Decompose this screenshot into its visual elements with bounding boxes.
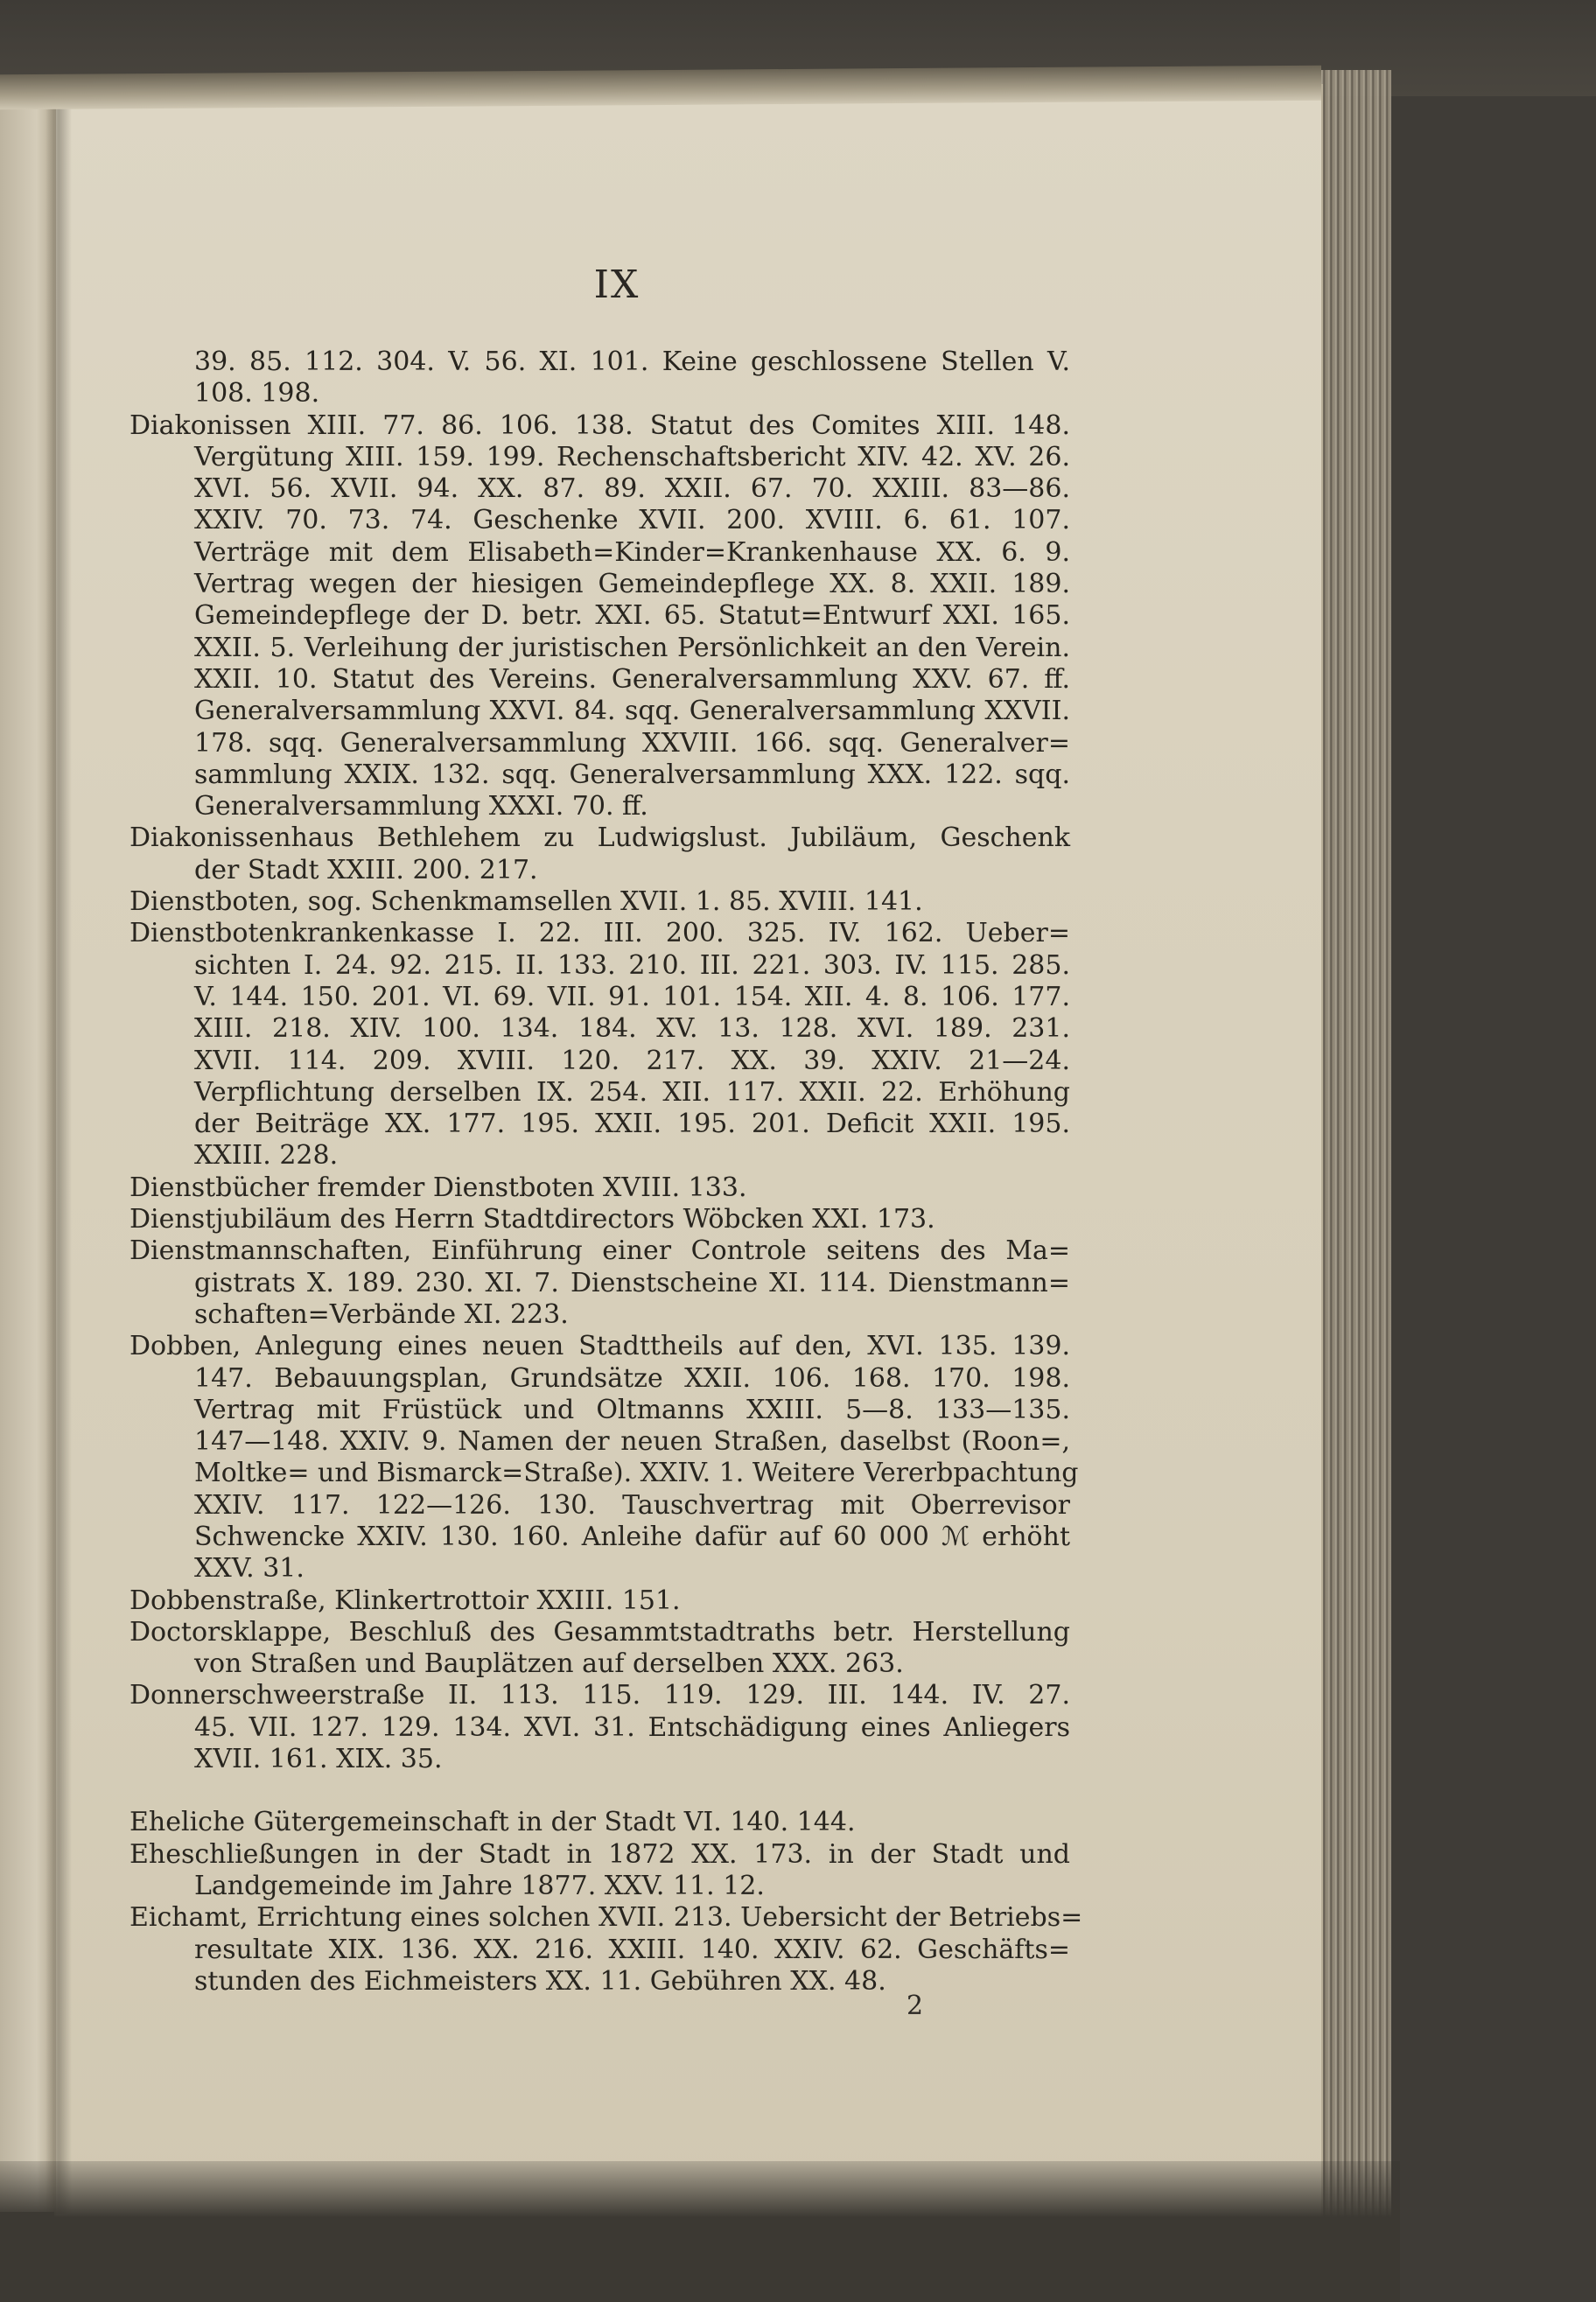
index-line: Vergütung XIII. 159. 199. Rechenschaftsbericht XIV. 42. XV. 26. — [194, 441, 1070, 472]
page-stack-edge — [1312, 70, 1391, 2222]
index-line: 147—148. XXIV. 9. Namen der neuen Straßen, daselbst (Roon=, — [194, 1426, 1070, 1458]
section-gap — [130, 1775, 1070, 1807]
index-line: Dienstbücher fremder Dienstboten XVIII. 133. — [130, 1172, 747, 1203]
index-line: 45. VII. 127. 129. 134. XVI. 31. Entschädigung eines Anliegers — [194, 1711, 1070, 1743]
index-line: XVII. 161. XIX. 35. — [194, 1744, 443, 1775]
index-line: Vertrag mit Früstück und Oltmanns XXIII. 5—8. 133—135. — [194, 1394, 1070, 1425]
index-line: 39. 85. 112. 304. V. 56. XI. 101. Keine geschlossene Stellen V. — [194, 346, 1070, 377]
index-line: Schwencke XXIV. 130. 160. Anleihe dafür auf 60 000 ℳ erhöht — [194, 1521, 1070, 1552]
index-line: XXIII. 228. — [194, 1140, 339, 1172]
index-line: schaften=Verbände XI. 223. — [194, 1298, 569, 1330]
bottom-shadow — [0, 2161, 1400, 2302]
page-header-number: IX — [593, 262, 640, 307]
index-line: Eheschließungen in der Stadt in 1872 XX. 173. in der Stadt und — [130, 1838, 1070, 1870]
index-line: Verträge mit dem Elisabeth=Kinder=Krankenhause XX. 6. 9. — [194, 536, 1070, 568]
index-line: der Stadt XXIII. 200. 217. — [194, 854, 538, 885]
index-line: XVII. 114. 209. XVIII. 120. 217. XX. 39. XXIV. 21—24. — [194, 1045, 1070, 1076]
index-line: XXIV. 117. 122—126. 130. Tauschvertrag mit Oberrevisor — [194, 1489, 1070, 1521]
index-text-block — [130, 346, 1083, 1998]
signature-mark: 2 — [906, 1991, 924, 2021]
index-line: XIII. 218. XIV. 100. 134. 184. XV. 13. 128. XVI. 189. 231. — [194, 1013, 1070, 1045]
index-line: XXII. 5. Verleihung der juristischen Persönlichkeit an den Verein. — [194, 632, 1070, 663]
index-line: Vertrag wegen der hiesigen Gemeindepflege XX. 8. XXII. 189. — [194, 569, 1070, 600]
index-line: XXII. 10. Statut des Vereins. Generalversammlung XXV. 67. ff. — [194, 663, 1070, 695]
index-line: Dienstmannschaften, Einführung einer Controle seitens des Ma= — [130, 1235, 1070, 1267]
index-line: Dobbenstraße, Klinkertrottoir XXIII. 151. — [130, 1585, 681, 1616]
index-line: Landgemeinde im Jahre 1877. XXV. 11. 12. — [194, 1870, 765, 1901]
index-line: Eichamt, Errichtung eines solchen XVII. 213. Uebersicht der Betriebs= — [130, 1902, 1083, 1934]
index-line: Moltke= und Bismarck=Straße). XXIV. 1. Weitere Vererbpachtung — [194, 1458, 1079, 1489]
index-line: stunden des Eichmeisters XX. 11. Gebühren XX. 48. — [194, 1965, 886, 1997]
spine-shadow — [46, 96, 72, 2214]
index-line: sammlung XXIX. 132. sqq. Generalversammlung XXX. 122. sqq. — [194, 759, 1070, 790]
index-line: Dienstbotenkrankenkasse I. 22. III. 200. 325. IV. 162. Ueber= — [130, 918, 1070, 949]
index-line: gistrats X. 189. 230. XI. 7. Dienstscheine XI. 114. Dienstmann= — [194, 1267, 1070, 1298]
index-line: V. 144. 150. 201. VI. 69. VII. 91. 101. 154. XII. 4. 8. 106. 177. — [194, 981, 1070, 1012]
index-line: Doctorsklappe, Beschluß des Gesammtstadtraths betr. Herstellung — [130, 1616, 1070, 1648]
index-line: Gemeindepflege der D. betr. XXI. 65. Statut=Entwurf XXI. 165. — [194, 600, 1070, 632]
index-line: XXV. 31. — [194, 1553, 304, 1585]
index-line: der Beiträge XX. 177. 195. XXII. 195. 201. Deficit XXII. 195. — [194, 1109, 1070, 1140]
index-line: Dobben, Anlegung eines neuen Stadttheils auf den, XVI. 135. 139. — [130, 1331, 1070, 1362]
index-line: sichten I. 24. 92. 215. II. 133. 210. III. 221. 303. IV. 115. 285. — [194, 949, 1070, 981]
index-line: Diakonissen XIII. 77. 86. 106. 138. Statut des Comites XIII. 148. — [130, 409, 1070, 441]
index-line: Generalversammlung XXXI. 70. ff. — [194, 791, 648, 822]
index-line: XVI. 56. XVII. 94. XX. 87. 89. XXII. 67. 70. XXIII. 83—86. — [194, 473, 1070, 505]
index-line: 147. Bebauungsplan, Grundsätze XXII. 106. 168. 170. 198. — [194, 1362, 1070, 1394]
index-line: Verpflichtung derselben IX. 254. XII. 117. XXII. 22. Erhöhung — [194, 1076, 1070, 1108]
index-line: Eheliche Gütergemeinschaft in der Stadt VI. 140. 144. — [130, 1807, 856, 1838]
index-line: von Straßen und Bauplätzen auf derselben XXX. 263. — [194, 1648, 904, 1680]
index-line: Donnerschweerstraße II. 113. 115. 119. 129. III. 144. IV. 27. — [130, 1680, 1070, 1711]
index-line: Dienstjubiläum des Herrn Stadtdirectors Wöbcken XXI. 173. — [130, 1204, 935, 1235]
index-line: Diakonissenhaus Bethlehem zu Ludwigslust. Jubiläum, Geschenk — [130, 822, 1070, 854]
index-line: Dienstboten, sog. Schenkmamsellen XVII. 1. 85. XVIII. 141. — [130, 886, 923, 918]
index-line: resultate XIX. 136. XX. 216. XXIII. 140. XXIV. 62. Geschäfts= — [194, 1934, 1070, 1965]
index-line: XXIV. 70. 73. 74. Geschenke XVII. 200. XVIII. 6. 61. 107. — [194, 505, 1070, 536]
index-line: 178. sqq. Generalversammlung XXVIII. 166. sqq. Generalver= — [194, 727, 1070, 759]
index-line: Generalversammlung XXVI. 84. sqq. Generalversammlung XXVII. — [194, 696, 1070, 727]
index-line: 108. 198. — [194, 378, 320, 409]
